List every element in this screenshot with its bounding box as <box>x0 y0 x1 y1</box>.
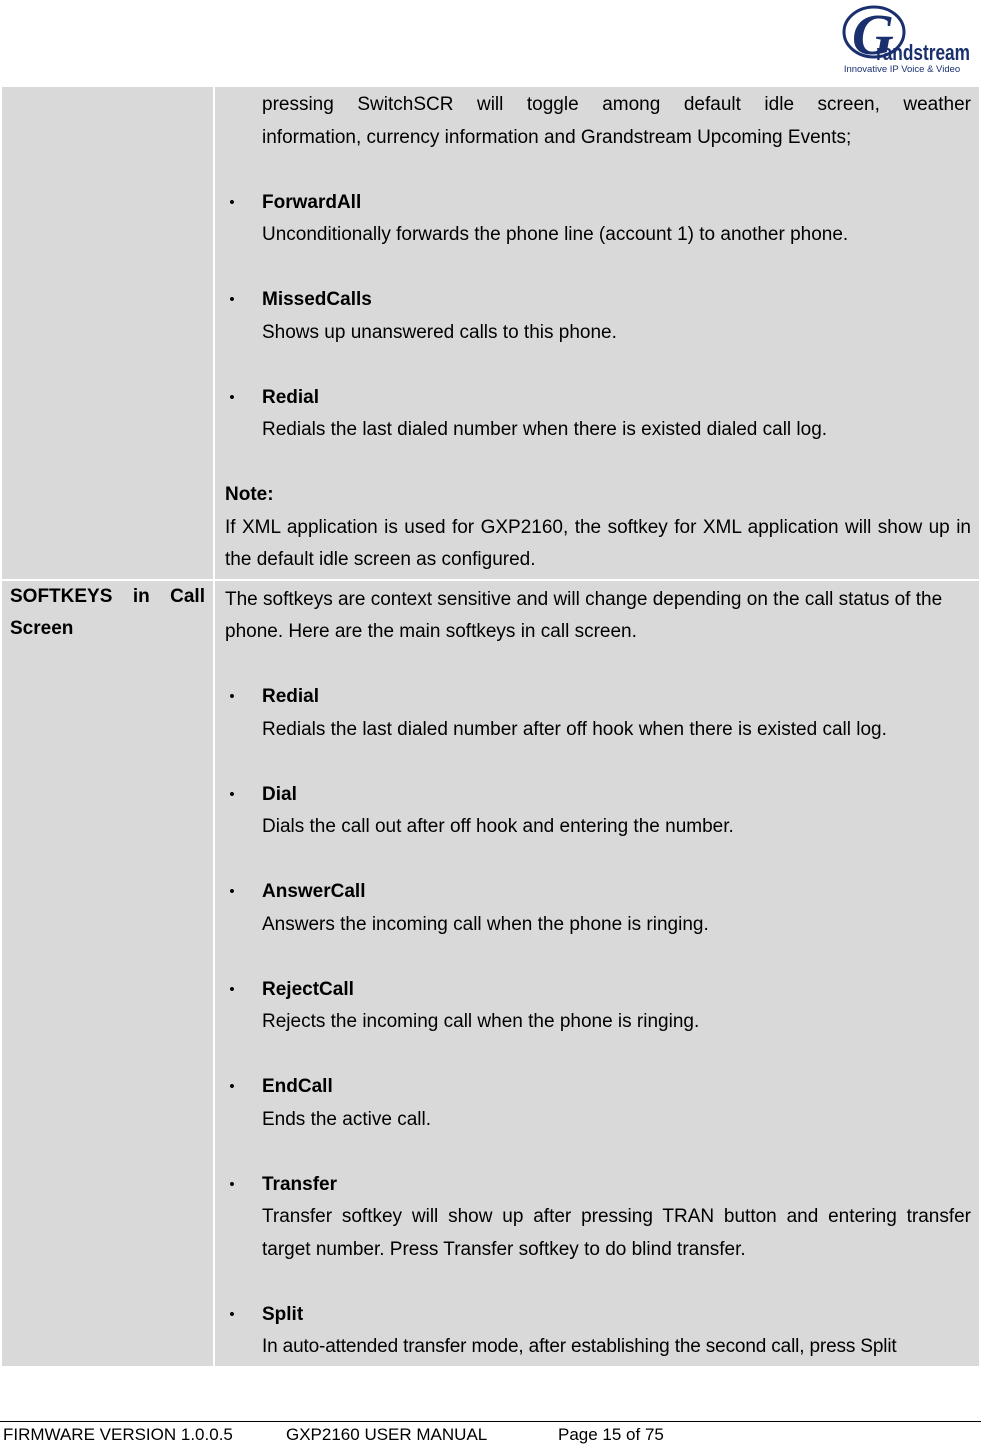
bullet-description: Redials the last dialed number when there is existed dialed call log. <box>262 419 828 440</box>
bullet-title: Redial <box>262 386 320 408</box>
page-footer <box>0 1421 981 1444</box>
spacer <box>225 154 971 187</box>
bullet-description: Shows up unanswered calls to this phone. <box>262 321 617 343</box>
bullet-endcall <box>225 1071 971 1136</box>
row-heading-line2: Screen <box>10 618 74 639</box>
softkeys-table <box>0 85 981 1368</box>
spacer <box>225 649 971 682</box>
grandstream-logo <box>832 2 972 78</box>
bullet-split <box>225 1299 971 1364</box>
heading-word: Call <box>170 585 205 607</box>
bullet-icon: • <box>229 1305 235 1323</box>
bullet-title: Redial <box>262 686 320 707</box>
continuation-text-line2: information, currency information and Grandstream Upcoming Events; <box>262 126 852 148</box>
spacer <box>225 447 971 480</box>
row2-content-cell <box>215 581 979 1366</box>
bullet-title: Dial <box>262 783 297 805</box>
heading-word: in <box>132 585 150 607</box>
row1-content-cell <box>215 87 979 579</box>
bullet-description: In auto-attended transfer mode, after establishing the second call, press Split <box>262 1336 897 1357</box>
bullet-icon: • <box>229 1078 235 1095</box>
footer-manual-title: GXP2160 USER MANUAL <box>286 1425 488 1444</box>
bullet-icon: • <box>229 1175 235 1193</box>
heading-word: SOFTKEYS <box>10 585 113 607</box>
bullet-description: Rejects the incoming call when the phone is ringing. <box>262 1011 700 1032</box>
bullet-title: MissedCalls <box>262 289 372 310</box>
bullet-redial <box>225 681 971 746</box>
footer-page-number: Page 15 of 75 <box>558 1425 664 1444</box>
bullet-icon: • <box>229 388 235 406</box>
bullet-title: Split <box>262 1303 304 1325</box>
bullet-description: Unconditionally forwards the phone line (account 1) to another phone. <box>262 224 849 245</box>
row-heading <box>2 581 213 646</box>
bullet-answercall <box>225 876 971 941</box>
note-text: If XML application is used for GXP2160, the softkey for XML application will show up in the default idle screen as configured. <box>225 516 971 570</box>
row-heading-line1 <box>10 581 205 614</box>
table-row <box>2 581 979 1366</box>
bullet-title: RejectCall <box>262 978 354 1000</box>
note-title: Note: <box>225 484 274 505</box>
spacer <box>225 844 971 877</box>
bullet-icon: • <box>229 785 235 803</box>
bullet-rejectcall <box>225 974 971 1039</box>
intro-text: The softkeys are context sensitive and will change depending on the call status of the phone. Here are the main softkeys in call screen. <box>225 588 943 642</box>
row1-label-cell <box>2 87 213 579</box>
bullet-description: Dials the call out after off hook and entering the number. <box>262 816 734 837</box>
continuation-text-line1: pressing SwitchSCR will toggle among default idle screen, weather <box>262 94 971 115</box>
bullet-description: Transfer softkey will show up after pressing TRAN button and entering transfer target number. Press Transfer softkey to do blind transfer. <box>262 1206 971 1260</box>
bullet-description: Redials the last dialed number after off hook when there is existed call log. <box>262 718 887 740</box>
bullet-description: Ends the active call. <box>262 1108 431 1130</box>
bullet-title: EndCall <box>262 1076 333 1097</box>
logo-wordmark: randstream <box>876 40 970 65</box>
bullet-icon: • <box>229 980 235 998</box>
logo-tagline: Innovative IP Voice & Video <box>843 64 961 75</box>
bullet-title: AnswerCall <box>262 881 366 902</box>
logo-initial: G <box>852 2 894 67</box>
row2-label-cell <box>2 581 213 1366</box>
bullet-icon: • <box>229 883 235 900</box>
bullet-transfer <box>225 1169 971 1267</box>
spacer <box>225 349 971 382</box>
spacer <box>225 1136 971 1169</box>
bullet-icon: • <box>229 193 235 211</box>
bullet-icon: • <box>229 291 235 308</box>
bullet-description: Answers the incoming call when the phone is ringing. <box>262 913 709 935</box>
spacer <box>225 1039 971 1072</box>
spacer <box>225 1266 971 1299</box>
bullet-title: ForwardAll <box>262 191 362 213</box>
bullet-redial <box>225 382 971 447</box>
footer-firmware-version: FIRMWARE VERSION 1.0.0.5 <box>3 1425 233 1444</box>
spacer <box>225 746 971 779</box>
bullet-missedcalls <box>225 284 971 349</box>
bullet-forwardall <box>225 187 971 252</box>
bullet-title: Transfer <box>262 1173 337 1195</box>
table-row <box>2 87 979 579</box>
bullet-icon: • <box>229 688 235 705</box>
spacer <box>225 252 971 285</box>
spacer <box>225 941 971 974</box>
bullet-dial <box>225 779 971 844</box>
